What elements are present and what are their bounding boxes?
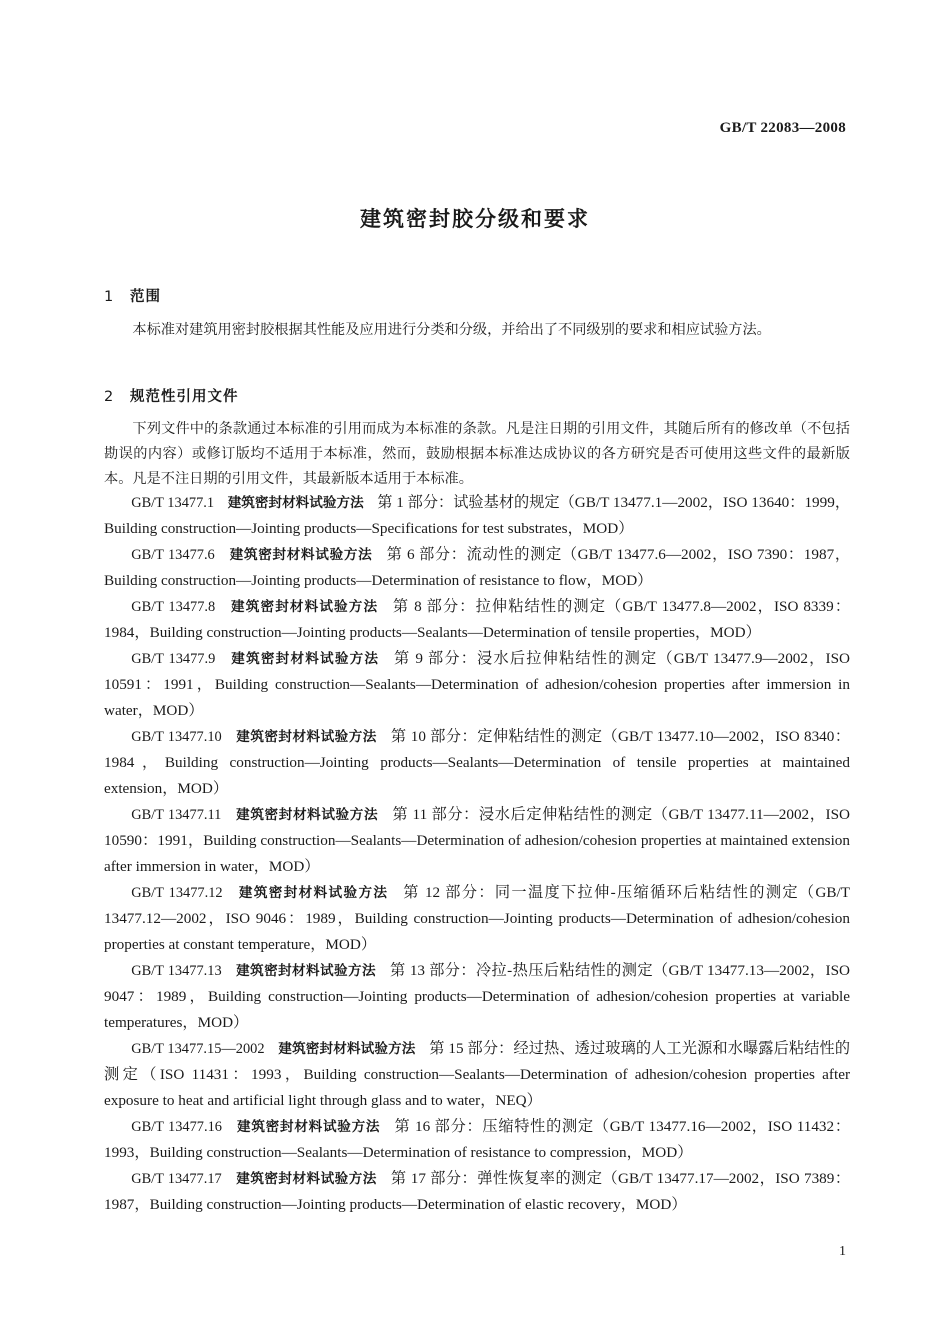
- reference-item: [104, 958, 850, 1036]
- reference-title: 建筑密封材料试验方法: [231, 651, 380, 667]
- reference-title: 建筑密封材料试验方法: [229, 547, 373, 563]
- reference-code: GB/T 13477.11: [131, 807, 222, 823]
- reference-detail: 第 15 部分：经过热、透过玻璃的人工光源和水曝露后粘结性的测定（ISO 11431：1993，Building construction—Sealants—Determination of adhesion/cohesion properties after exposure to heat and artificial light through glass and to water，NEQ）: [104, 1040, 851, 1109]
- page-number: 1: [839, 1244, 846, 1259]
- reference-item: [104, 594, 850, 646]
- reference-list: [104, 490, 850, 1218]
- reference-title: 建筑密封材料试验方法: [236, 1171, 377, 1187]
- section-2-title: 规范性引用文件: [130, 389, 239, 405]
- reference-item: [104, 646, 850, 724]
- section-1-number: 1: [104, 289, 115, 305]
- reference-detail: 第 9 部分：浸水后拉伸粘结性的测定（GB/T 13477.9—2002，ISO 10591：1991，Building construction—Sealants—Determination of adhesion/cohesion properties after immersion in water，MOD）: [104, 650, 851, 719]
- reference-code: GB/T 13477.17: [131, 1171, 222, 1187]
- reference-detail: 第 11 部分：浸水后定伸粘结性的测定（GB/T 13477.11—2002，ISO 10590：1991，Building construction—Sealants—Determination of adhesion/cohesion properties at maintained extension after immersion in water，MOD）: [104, 806, 851, 875]
- reference-item: [104, 490, 850, 542]
- reference-code: GB/T 13477.8: [131, 599, 216, 615]
- normative-references-intro: 下列文件中的条款通过本标准的引用而成为本标准的条款。凡是注日期的引用文件，其随后所有的修改单（不包括勘误的内容）或修订版均不适用于本标准，然而，鼓励根据本标准达成协议的各方研究是否可使用这些文件的最新版本。凡是不注日期的引用文件，其最新版本适用于本标准。: [104, 421, 850, 487]
- reference-item: [104, 880, 850, 958]
- reference-detail: 第 17 部分：弹性恢复率的测定（GB/T 13477.17—2002，ISO 7389：1987，Building construction—Jointing products—Determination of elastic recovery，MOD）: [104, 1170, 851, 1213]
- reference-detail: 第 1 部分：试验基材的规定（GB/T 13477.1—2002，ISO 13640：1999，Building construction—Jointing products—Specifications for test substrates，MOD）: [104, 494, 851, 537]
- standard-code: GB/T 22083—2008: [719, 120, 846, 136]
- reference-title: 建筑密封材料试验方法: [237, 1119, 381, 1135]
- reference-title: 建筑密封材料试验方法: [236, 807, 379, 823]
- reference-title: 建筑密封材料试验方法: [236, 729, 377, 745]
- reference-item: [104, 1166, 850, 1218]
- reference-title: 建筑密封材料试验方法: [278, 1041, 416, 1057]
- section-2-number: 2: [104, 389, 115, 405]
- reference-detail: 第 10 部分：定伸粘结性的测定（GB/T 13477.10—2002，ISO 8340：1984，Building construction—Jointing products—Sealants—Determination of tensile properties at maintained extension，MOD）: [104, 728, 851, 797]
- reference-item: [104, 542, 850, 594]
- reference-detail: 第 8 部分：拉伸粘结性的测定（GB/T 13477.8—2002，ISO 8339：1984，Building construction—Jointing products—Sealants—Determination of tensile properties，MOD）: [104, 598, 851, 641]
- section-1-heading: [104, 285, 161, 306]
- reference-code: GB/T 13477.15—2002: [131, 1041, 265, 1057]
- reference-code: GB/T 13477.12: [131, 885, 223, 901]
- reference-item: [104, 1114, 850, 1166]
- section-2-heading: [104, 385, 239, 406]
- reference-code: GB/T 13477.10: [131, 729, 222, 745]
- reference-title: 建筑密封材料试验方法: [231, 599, 379, 615]
- reference-detail: 第 16 部分：压缩特性的测定（GB/T 13477.16—2002，ISO 11432：1993，Building construction—Sealants—Determination of resistance to compression，MOD）: [104, 1118, 851, 1161]
- scope-paragraph: 本标准对建筑用密封胶根据其性能及应用进行分类和分级，并给出了不同级别的要求和相应试验方法。: [132, 322, 771, 338]
- reference-item: [104, 1036, 850, 1114]
- reference-detail: 第 12 部分：同一温度下拉伸-压缩循环后粘结性的测定（GB/T 13477.12—2002，ISO 9046：1989，Building construction—Jointing products—Determination of adhesion/cohesion properties at constant temperature，MOD）: [104, 884, 851, 953]
- reference-code: GB/T 13477.13: [131, 963, 222, 979]
- reference-code: GB/T 13477.1: [131, 495, 215, 511]
- reference-title: 建筑密封材料试验方法: [238, 885, 389, 901]
- reference-detail: 第 6 部分：流动性的测定（GB/T 13477.6—2002，ISO 7390：1987，Building construction—Jointing products—Determination of resistance to flow，MOD）: [104, 546, 851, 589]
- reference-item: [104, 724, 850, 802]
- section-1-title: 范围: [130, 289, 161, 305]
- reference-code: GB/T 13477.16: [131, 1119, 222, 1135]
- reference-title: 建筑密封材料试验方法: [236, 963, 377, 979]
- reference-code: GB/T 13477.9: [131, 651, 216, 667]
- reference-code: GB/T 13477.6: [131, 547, 215, 563]
- reference-title: 建筑密封材料试验方法: [227, 495, 364, 511]
- document-title: 建筑密封胶分级和要求: [360, 207, 590, 231]
- reference-item: [104, 802, 850, 880]
- reference-detail: 第 13 部分：冷拉-热压后粘结性的测定（GB/T 13477.13—2002，ISO 9047：1989，Building construction—Jointing products—Determination of adhesion/cohesion properties at variable temperatures，MOD）: [104, 962, 850, 1031]
